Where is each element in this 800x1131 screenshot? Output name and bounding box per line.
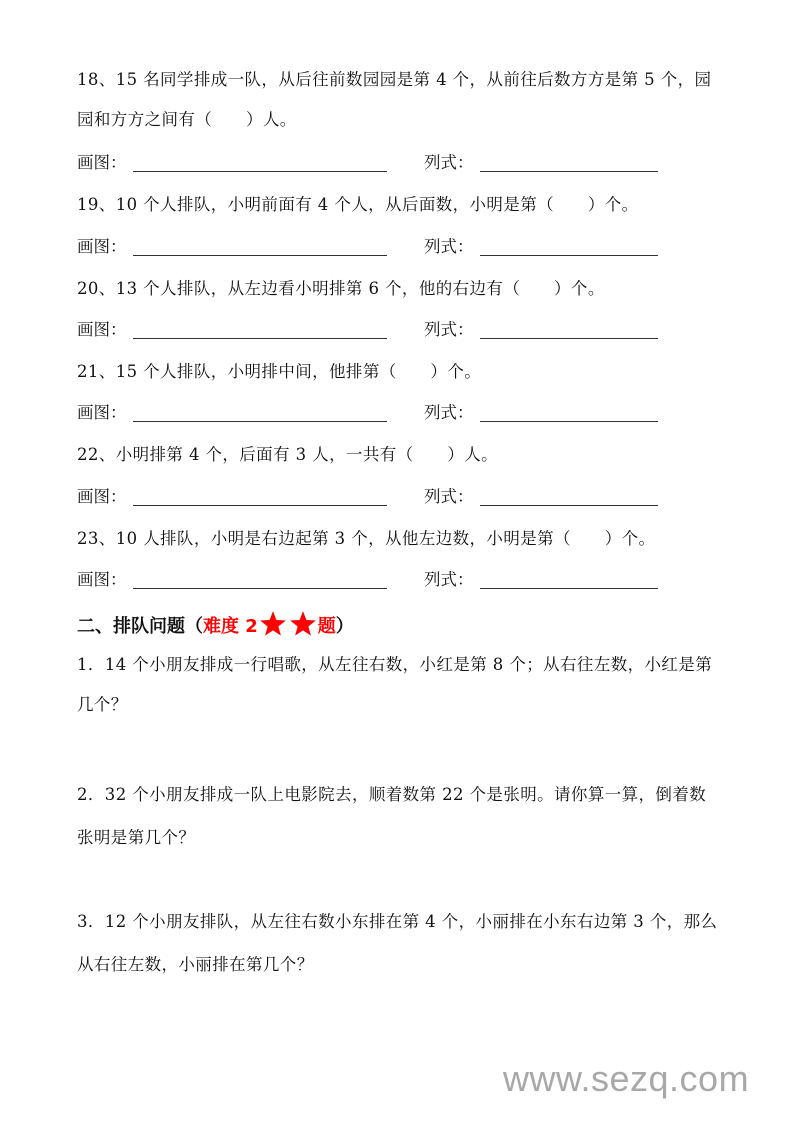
formula-label: 列式： — [424, 153, 474, 172]
section-2-question-1-line-2: 几个？ — [77, 695, 128, 714]
question-18-line-2: 园和方方之间有（ ）人。 — [77, 110, 297, 129]
work-row-22 — [77, 486, 677, 508]
draw-label: 画图： — [77, 237, 127, 256]
draw-answer-blank[interactable] — [133, 338, 387, 339]
heading-close-paren: ） — [335, 616, 354, 637]
question-23: 23、10 人排队，小明是右边起第 3 个，从他左边数，小明是第（ ）个。 — [77, 529, 656, 548]
formula-answer-blank[interactable] — [480, 505, 658, 506]
draw-label: 画图： — [77, 570, 127, 589]
formula-answer-blank[interactable] — [480, 588, 658, 589]
question-20: 20、13 个人排队，从左边看小明排第 6 个，他的右边有（ ）个。 — [77, 279, 605, 298]
formula-label: 列式： — [424, 403, 474, 422]
question-21: 21、15 个人排队，小明排中间，他排第（ ）个。 — [77, 362, 482, 381]
star-icon — [258, 610, 288, 638]
draw-label: 画图： — [77, 153, 127, 172]
draw-label: 画图： — [77, 403, 127, 422]
work-row-18 — [77, 152, 677, 174]
draw-label: 画图： — [77, 320, 127, 339]
formula-label: 列式： — [424, 570, 474, 589]
section-2-question-1-line-1: 1．14 个小朋友排成一行唱歌，从左往右数，小红是第 8 个；从右往左数，小红是第 — [77, 655, 713, 674]
section-2-question-3-line-1: 3．12 个小朋友排队，从左往右数小东排在第 4 个，小丽排在小东右边第 3 个，那么 — [77, 912, 718, 931]
formula-answer-blank[interactable] — [480, 421, 658, 422]
section-2-question-3-line-2: 从右往左数，小丽排在第几个？ — [77, 955, 314, 974]
section-2-title: 二、排队问题（ — [77, 616, 203, 637]
formula-answer-blank[interactable] — [480, 338, 658, 339]
formula-answer-blank[interactable] — [480, 255, 658, 256]
work-row-23 — [77, 569, 677, 591]
draw-answer-blank[interactable] — [133, 505, 387, 506]
question-18-line-1: 18、15 名同学排成一队，从后往前数园园是第 4 个，从前往后数方方是第 5 个，园 — [77, 70, 712, 89]
draw-answer-blank[interactable] — [133, 255, 387, 256]
formula-answer-blank[interactable] — [480, 171, 658, 172]
draw-answer-blank[interactable] — [133, 421, 387, 422]
formula-label: 列式： — [424, 320, 474, 339]
difficulty-label: 难度 2 — [203, 616, 258, 637]
question-22: 22、小明排第 4 个，后面有 3 人，一共有（ ）人。 — [77, 445, 499, 464]
difficulty-suffix: 题 — [317, 616, 336, 637]
draw-answer-blank[interactable] — [133, 588, 387, 589]
draw-label: 画图： — [77, 487, 127, 506]
star-icon — [288, 610, 318, 638]
work-row-21 — [77, 402, 677, 424]
section-2-question-2-line-2: 张明是第几个？ — [77, 828, 196, 847]
section-2-heading — [77, 610, 354, 639]
section-2-question-2-line-1: 2．32 个小朋友排成一队上电影院去，顺着数第 22 个是张明。请你算一算，倒着数 — [77, 785, 707, 804]
question-19: 19、10 个人排队，小明前面有 4 个人，从后面数，小明是第（ ）个。 — [77, 195, 639, 214]
work-row-19 — [77, 236, 677, 258]
work-row-20 — [77, 319, 677, 341]
draw-answer-blank[interactable] — [133, 171, 387, 172]
formula-label: 列式： — [424, 237, 474, 256]
formula-label: 列式： — [424, 487, 474, 506]
watermark: www.sezq.com — [503, 1058, 750, 1099]
